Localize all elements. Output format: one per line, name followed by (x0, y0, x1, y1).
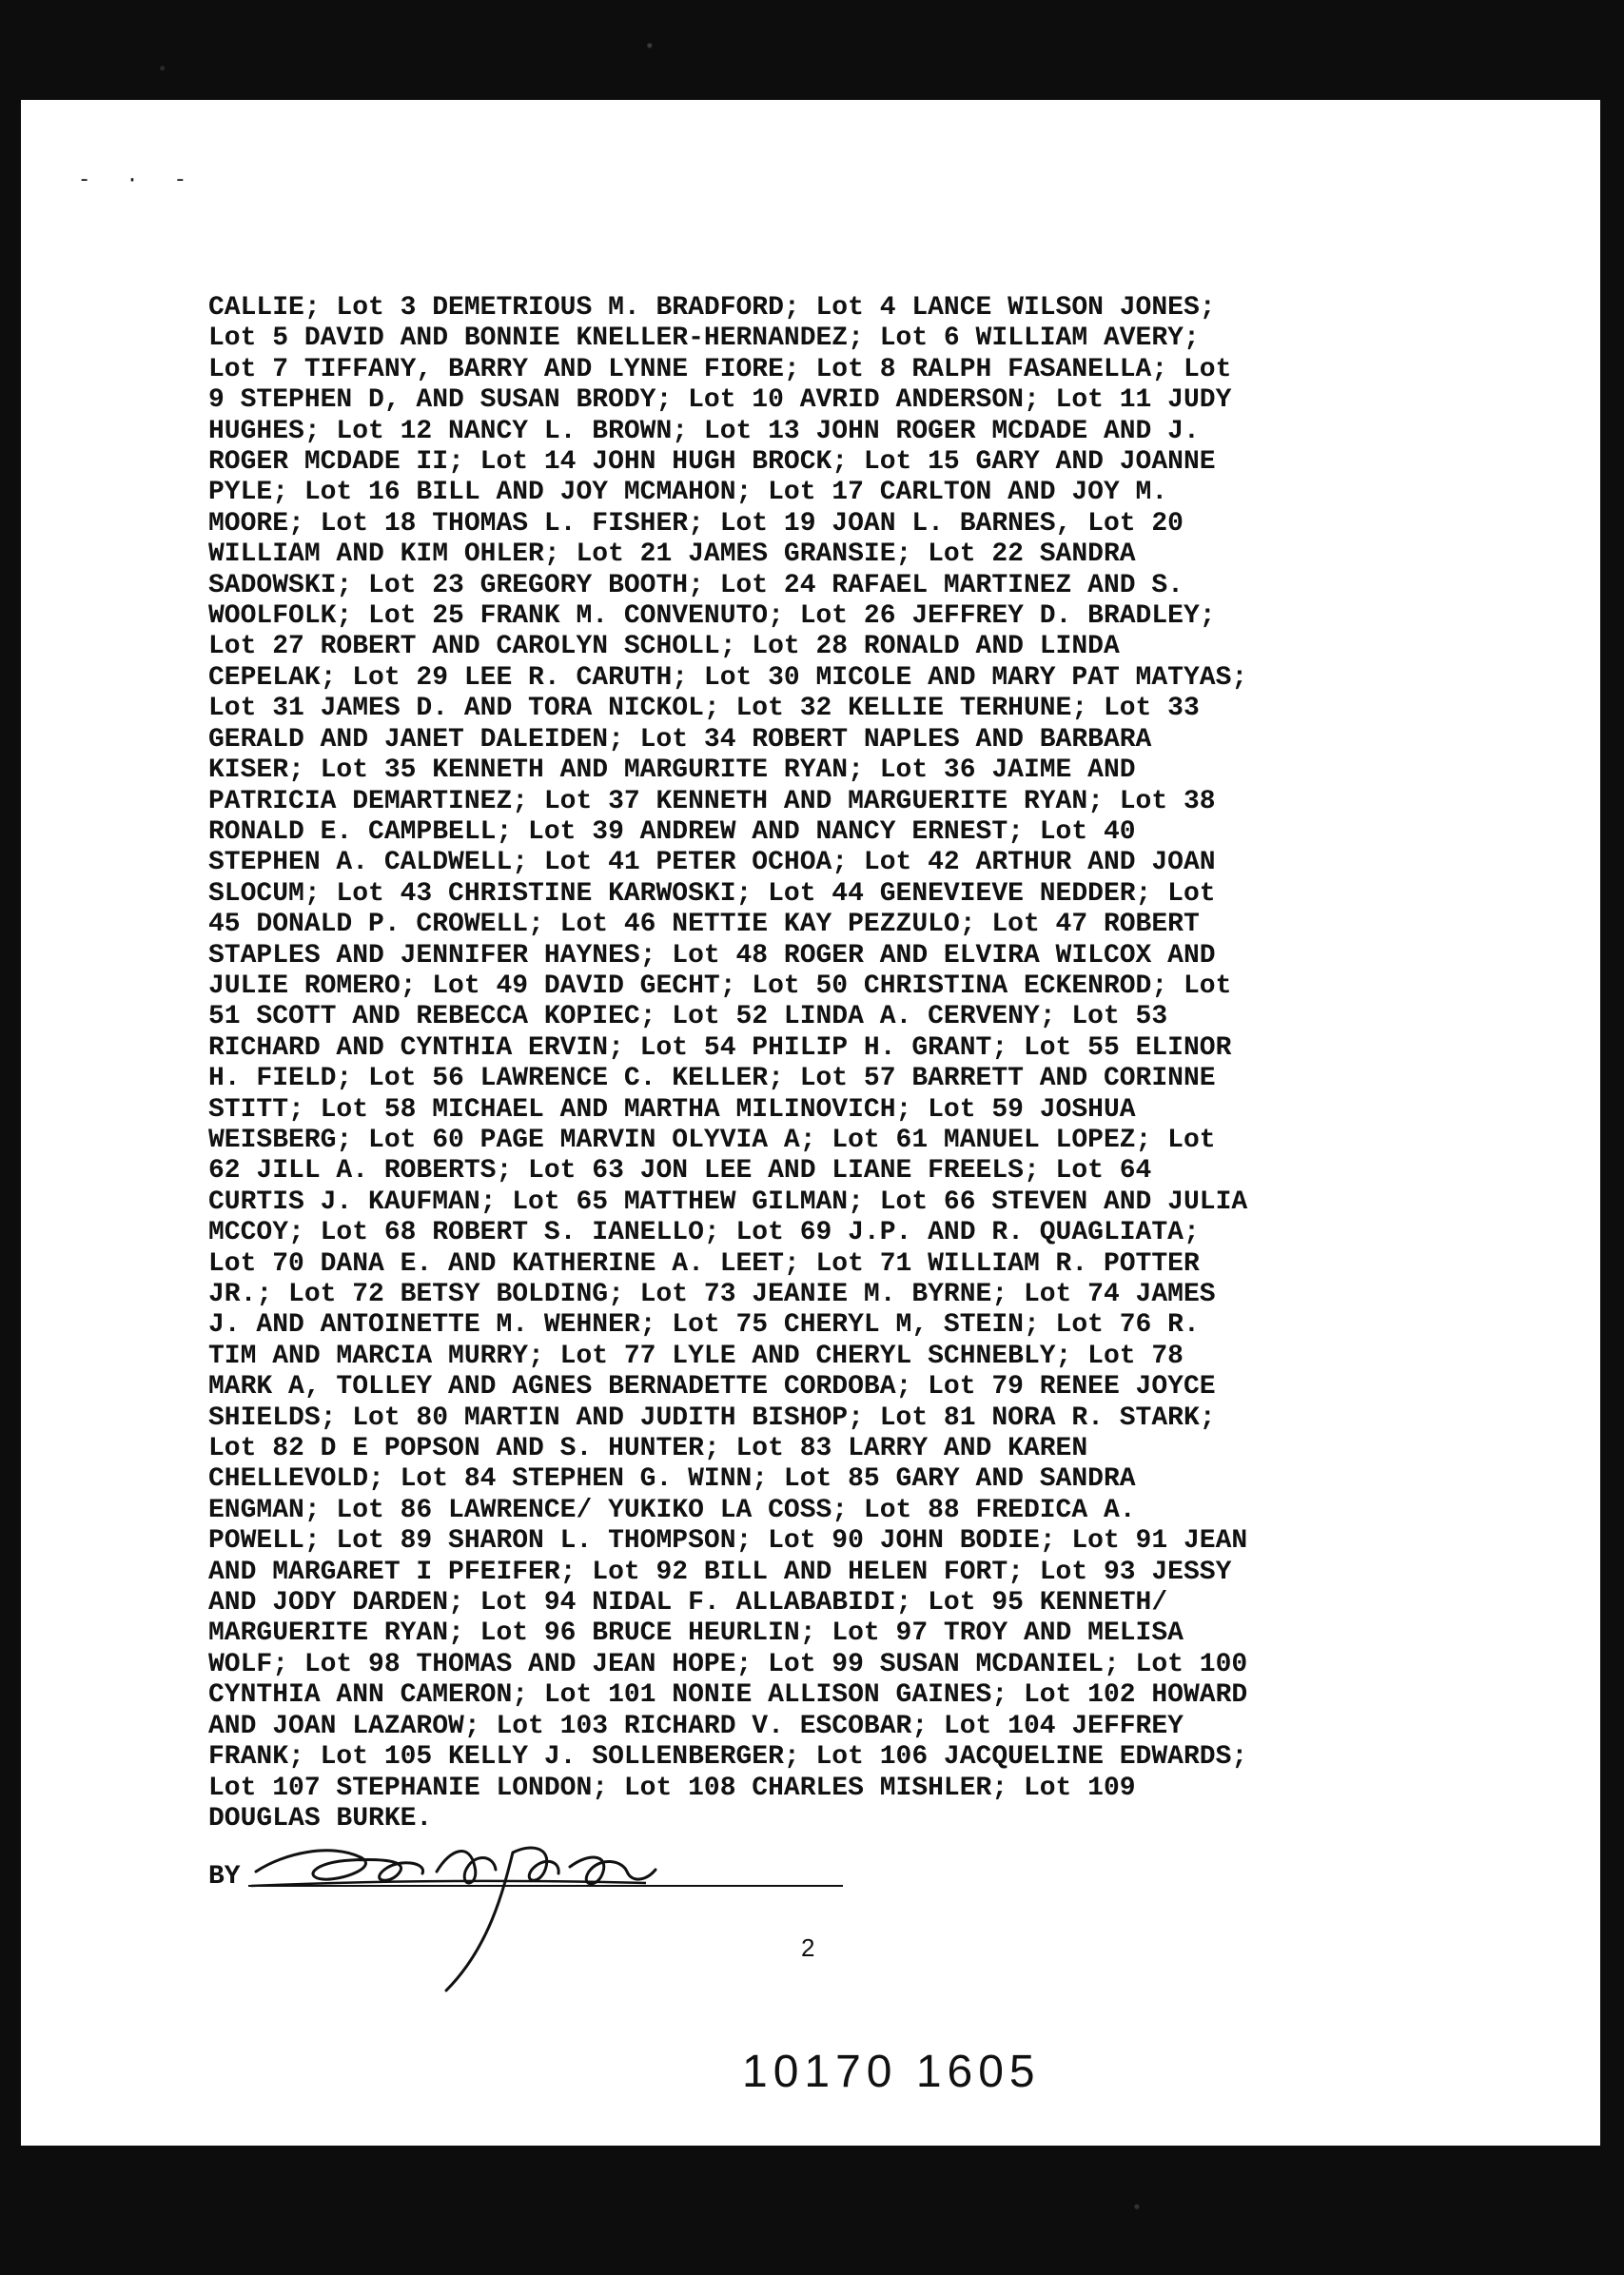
text-line: POWELL; Lot 89 SHARON L. THOMPSON; Lot 90 JOHN BODIE; Lot 91 JEAN (208, 1526, 1248, 1557)
text-line: WOOLFOLK; Lot 25 FRANK M. CONVENUTO; Lot 26 JEFFREY D. BRADLEY; (208, 601, 1216, 632)
text-line: PATRICIA DEMARTINEZ; Lot 37 KENNETH AND MARGUERITE RYAN; Lot 38 (208, 786, 1216, 816)
text-line: MOORE; Lot 18 THOMAS L. FISHER; Lot 19 JOAN L. BARNES, Lot 20 (208, 508, 1184, 539)
text-line: STAPLES AND JENNIFER HAYNES; Lot 48 ROGER AND ELVIRA WILCOX AND (208, 940, 1216, 971)
text-line: HUGHES; Lot 12 NANCY L. BROWN; Lot 13 JOHN ROGER MCDADE AND J. (208, 416, 1200, 446)
text-line: AND JODY DARDEN; Lot 94 NIDAL F. ALLABABIDI; Lot 95 KENNETH/ (208, 1588, 1168, 1618)
text-line: ENGMAN; Lot 86 LAWRENCE/ YUKIKO LA COSS; Lot 88 FREDICA A. (208, 1495, 1136, 1525)
text-line: RICHARD AND CYNTHIA ERVIN; Lot 54 PHILIP H. GRANT; Lot 55 ELINOR (208, 1032, 1232, 1063)
text-line: SLOCUM; Lot 43 CHRISTINE KARWOSKI; Lot 44 GENEVIEVE NEDDER; Lot (208, 878, 1216, 909)
text-line: Lot 31 JAMES D. AND TORA NICKOL; Lot 32 KELLIE TERHUNE; Lot 33 (208, 694, 1200, 724)
text-line: 9 STEPHEN D, AND SUSAN BRODY; Lot 10 AVRID ANDERSON; Lot 11 JUDY (208, 385, 1232, 416)
text-line: AND MARGARET I PFEIFER; Lot 92 BILL AND HELEN FORT; Lot 93 JESSY (208, 1557, 1232, 1587)
text-line: AND JOAN LAZAROW; Lot 103 RICHARD V. ESCOBAR; Lot 104 JEFFREY (208, 1711, 1184, 1741)
text-line: CURTIS J. KAUFMAN; Lot 65 MATTHEW GILMAN; Lot 66 STEVEN AND JULIA (208, 1187, 1248, 1217)
text-line: ROGER MCDADE II; Lot 14 JOHN HUGH BROCK; Lot 15 GARY AND JOANNE (208, 447, 1216, 478)
text-line: 51 SCOTT AND REBECCA KOPIEC; Lot 52 LINDA A. CERVENY; Lot 53 (208, 1002, 1168, 1032)
text-line: JULIE ROMERO; Lot 49 DAVID GECHT; Lot 50 CHRISTINA ECKENROD; Lot (208, 971, 1232, 1001)
text-line: CEPELAK; Lot 29 LEE R. CARUTH; Lot 30 MICOLE AND MARY PAT MATYAS; (208, 662, 1248, 693)
text-line: WEISBERG; Lot 60 PAGE MARVIN OLYVIA A; Lot 61 MANUEL LOPEZ; Lot (208, 1125, 1216, 1155)
text-line: Lot 27 ROBERT AND CAROLYN SCHOLL; Lot 28 RONALD AND LINDA (208, 632, 1120, 662)
text-line: Lot 107 STEPHANIE LONDON; Lot 108 CHARLES MISHLER; Lot 109 (208, 1773, 1136, 1803)
text-line: 45 DONALD P. CROWELL; Lot 46 NETTIE KAY PEZZULO; Lot 47 ROBERT (208, 910, 1200, 940)
text-line: MCCOY; Lot 68 ROBERT S. IANELLO; Lot 69 J.P. AND R. QUAGLIATA; (208, 1218, 1200, 1248)
text-line: CALLIE; Lot 3 DEMETRIOUS M. BRADFORD; Lot 4 LANCE WILSON JONES; (208, 293, 1216, 323)
text-line: Lot 7 TIFFANY, BARRY AND LYNNE FIORE; Lot 8 RALPH FASANELLA; Lot (208, 354, 1232, 384)
text-line: MARK A, TOLLEY AND AGNES BERNADETTE CORDOBA; Lot 79 RENEE JOYCE (208, 1372, 1216, 1402)
text-line: H. FIELD; Lot 56 LAWRENCE C. KELLER; Lot 57 BARRETT AND CORINNE (208, 1064, 1216, 1094)
by-label: BY (208, 1862, 241, 1892)
text-line: STEPHEN A. CALDWELL; Lot 41 PETER OCHOA; Lot 42 ARTHUR AND JOAN (208, 848, 1216, 878)
text-line: SADOWSKI; Lot 23 GREGORY BOOTH; Lot 24 RAFAEL MARTINEZ AND S. (208, 570, 1184, 600)
text-line: Lot 5 DAVID AND BONNIE KNELLER-HERNANDEZ; Lot 6 WILLIAM AVERY; (208, 324, 1200, 354)
text-line: SHIELDS; Lot 80 MARTIN AND JUDITH BISHOP; Lot 81 NORA R. STARK; (208, 1402, 1216, 1433)
text-line: WILLIAM AND KIM OHLER; Lot 21 JAMES GRANSIE; Lot 22 SANDRA (208, 539, 1136, 570)
document-page (21, 100, 1600, 2146)
text-line: STITT; Lot 58 MICHAEL AND MARTHA MILINOVICH; Lot 59 JOSHUA (208, 1094, 1136, 1125)
lot-owner-list (208, 293, 1445, 1834)
text-line: DOUGLAS BURKE. (208, 1803, 433, 1834)
signature-block (208, 1862, 855, 2005)
text-line: CHELLEVOLD; Lot 84 STEPHEN G. WINN; Lot 85 GARY AND SANDRA (208, 1464, 1136, 1495)
text-line: PYLE; Lot 16 BILL AND JOY MCMAHON; Lot 17 CARLTON AND JOY M. (208, 478, 1168, 508)
text-line: GERALD AND JANET DALEIDEN; Lot 34 ROBERT NAPLES AND BARBARA (208, 724, 1152, 755)
text-line: FRANK; Lot 105 KELLY J. SOLLENBERGER; Lot 106 JACQUELINE EDWARDS; (208, 1742, 1248, 1773)
handwritten-signature (246, 1814, 741, 2005)
text-line: CYNTHIA ANN CAMERON; Lot 101 NONIE ALLISON GAINES; Lot 102 HOWARD (208, 1680, 1248, 1711)
page-number: 2 (801, 1933, 815, 1962)
document-stamp-number: 10170 1605 (742, 2047, 1041, 2097)
text-line: J. AND ANTOINETTE M. WEHNER; Lot 75 CHERYL M, STEIN; Lot 76 R. (208, 1310, 1200, 1341)
text-line: Lot 70 DANA E. AND KATHERINE A. LEET; Lot 71 WILLIAM R. POTTER (208, 1248, 1200, 1279)
text-line: Lot 82 D E POPSON AND S. HUNTER; Lot 83 LARRY AND KAREN (208, 1434, 1088, 1464)
text-line: KISER; Lot 35 KENNETH AND MARGURITE RYAN; Lot 36 JAIME AND (208, 755, 1136, 786)
text-line: WOLF; Lot 98 THOMAS AND JEAN HOPE; Lot 99 SUSAN MCDANIEL; Lot 100 (208, 1649, 1248, 1679)
scan-specks: ‐ · ‐ (78, 168, 199, 192)
text-line: 62 JILL A. ROBERTS; Lot 63 JON LEE AND LIANE FREELS; Lot 64 (208, 1156, 1152, 1187)
text-line: TIM AND MARCIA MURRY; Lot 77 LYLE AND CHERYL SCHNEBLY; Lot 78 (208, 1341, 1184, 1371)
text-line: RONALD E. CAMPBELL; Lot 39 ANDREW AND NANCY ERNEST; Lot 40 (208, 816, 1136, 847)
text-line: JR.; Lot 72 BETSY BOLDING; Lot 73 JEANIE M. BYRNE; Lot 74 JAMES (208, 1280, 1216, 1309)
text-line: MARGUERITE RYAN; Lot 96 BRUCE HEURLIN; Lot 97 TROY AND MELISA (208, 1618, 1184, 1649)
